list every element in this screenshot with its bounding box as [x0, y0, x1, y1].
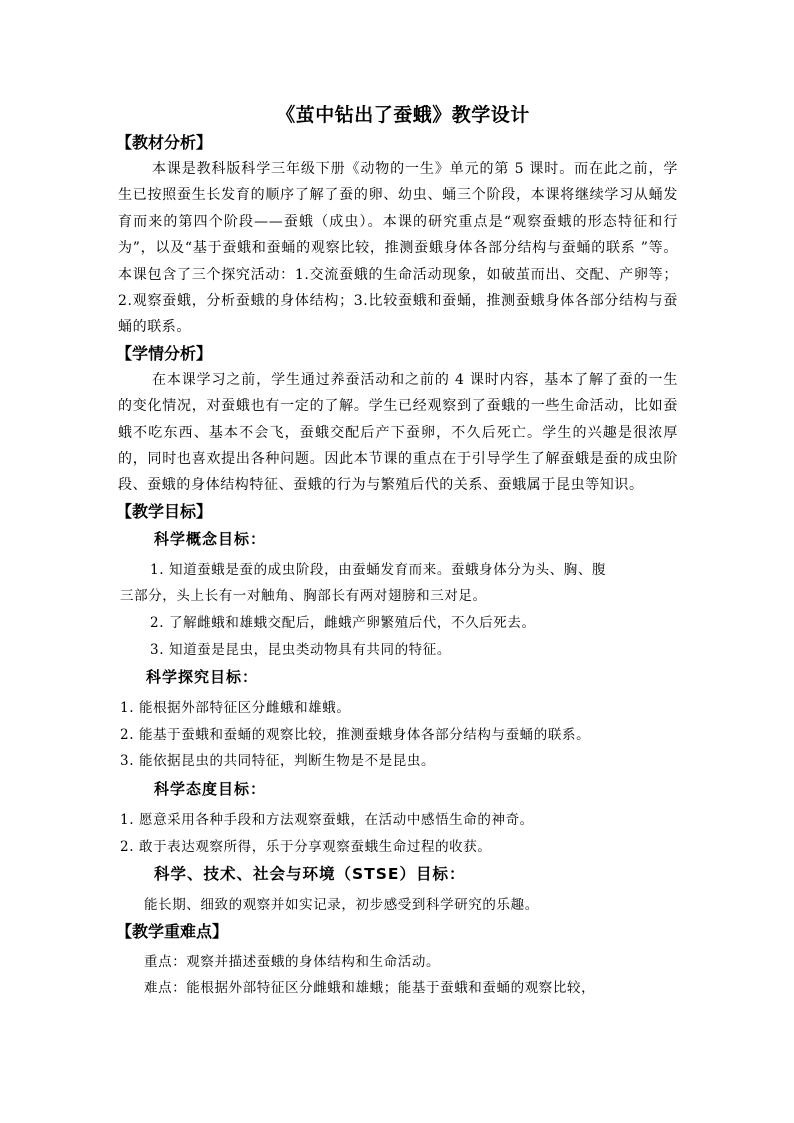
concept-goal-item-2: 2. 了解雌蛾和雄蛾交配后，雌蛾产卵繁殖后代，不久后死去。 — [150, 615, 536, 632]
inquiry-goals-subheading: 科学探究目标： — [146, 668, 259, 687]
document-title: 《茧中钻出了蚕蛾》教学设计 — [276, 104, 530, 126]
stse-goal-item-1: 能长期、细致的观察并如实记录，初步感受到科学研究的乐趣。 — [144, 897, 539, 914]
section-heading-goals: 【教学目标】 — [116, 501, 213, 521]
section-heading-students: 【学情分析】 — [116, 343, 213, 363]
concept-goal-item-1-cont: 三部分，头上长有一对触角、胸部长有两对翅膀和三对足。 — [120, 588, 487, 605]
attitude-goal-item-1: 1. 愿意采用各种手段和方法观察蚕蛾，在活动中感悟生命的神奇。 — [120, 812, 534, 829]
concept-goals-subheading: 科学概念目标： — [154, 529, 267, 548]
section-heading-material: 【教材分析】 — [116, 133, 213, 152]
student-analysis-text: 在本课学习之前，学生通过养蚕活动和之前的 4 课时内容，基本了解了蚕的一生的变化情况，对蚕蛾也有一定的了解。学生已经观察到了蚕蛾的一些生命活动，比如蚕蛾不吃东西、基本不会飞，蚕蛾交配后产下蚕卵，不久后死亡。学生的兴趣是很浓厚的，同时也喜欢提出各种问题。因此本节课的重点在于引导学生了解蚕蛾是蚕的成虫阶段、蚕蛾的身体结构特征、蚕蛾的行为与繁殖后代的关系、蚕蛾属于昆虫等知识。 — [118, 371, 678, 494]
attitude-goal-item-2: 2. 敢于表达观察所得，乐于分享观察蚕蛾生命过程的收获。 — [120, 838, 492, 855]
concept-goal-item-1: 1. 知道蚕蛾是蚕的成虫阶段，由蚕蛹发育而来。蚕蛾身体分为头、胸、腹 — [150, 561, 607, 578]
concept-goal-item-3: 3. 知道蚕是昆虫，昆虫类动物具有共同的特征。 — [150, 641, 451, 658]
inquiry-goal-item-2: 2. 能基于蚕蛾和蚕蛹的观察比较，推测蚕蛾身体各部分结构与蚕蛹的联系。 — [120, 726, 591, 743]
stse-goals-subheading: 科学、技术、社会与环境（STSE）目标： — [154, 865, 466, 884]
section-heading-keypoints: 【教学重难点】 — [116, 921, 229, 941]
material-analysis-text: 本课是教科版科学三年级下册《动物的一生》单元的第 5 课时。而在此之前，学生已按照蚕生长发育的顺序了解了蚕的卵、幼虫、蛹三个阶段，本课将继续学习从蛹发育而来的第四个阶段——蚕蛾（成虫）。本课的研究重点是“观察蚕蛾的形态特征和行为”，以及“基于蚕蛾和蚕蛹的观察比较，推测蚕蛾身体各部分结构与蚕蛹的联系 ”等。本课包含了三个探究活动：1.交流蚕蛾的生命活动现象，如破茧而出、交配、产卵等；2.观察蚕蛾，分析蚕蛾的身体结构；3.比较蚕蛾和蚕蛹，推测蚕蛾身体各部分结构与蚕蛹的联系。 — [118, 161, 678, 336]
inquiry-goal-item-1: 1. 能根据外部特征区分雌蛾和雄蛾。 — [120, 700, 351, 717]
document-page — [118, 100, 678, 1002]
attitude-goals-subheading: 科学态度目标： — [154, 780, 267, 799]
key-point-text: 重点：观察并描述蚕蛾的身体结构和生命活动。 — [144, 953, 441, 970]
difficult-point-text: 难点：能根据外部特征区分雌蛾和雄蛾；能基于蚕蛾和蚕蛹的观察比较， — [144, 980, 596, 997]
inquiry-goal-item-3: 3. 能依据昆虫的共同特征，判断生物是不是昆虫。 — [120, 753, 436, 770]
